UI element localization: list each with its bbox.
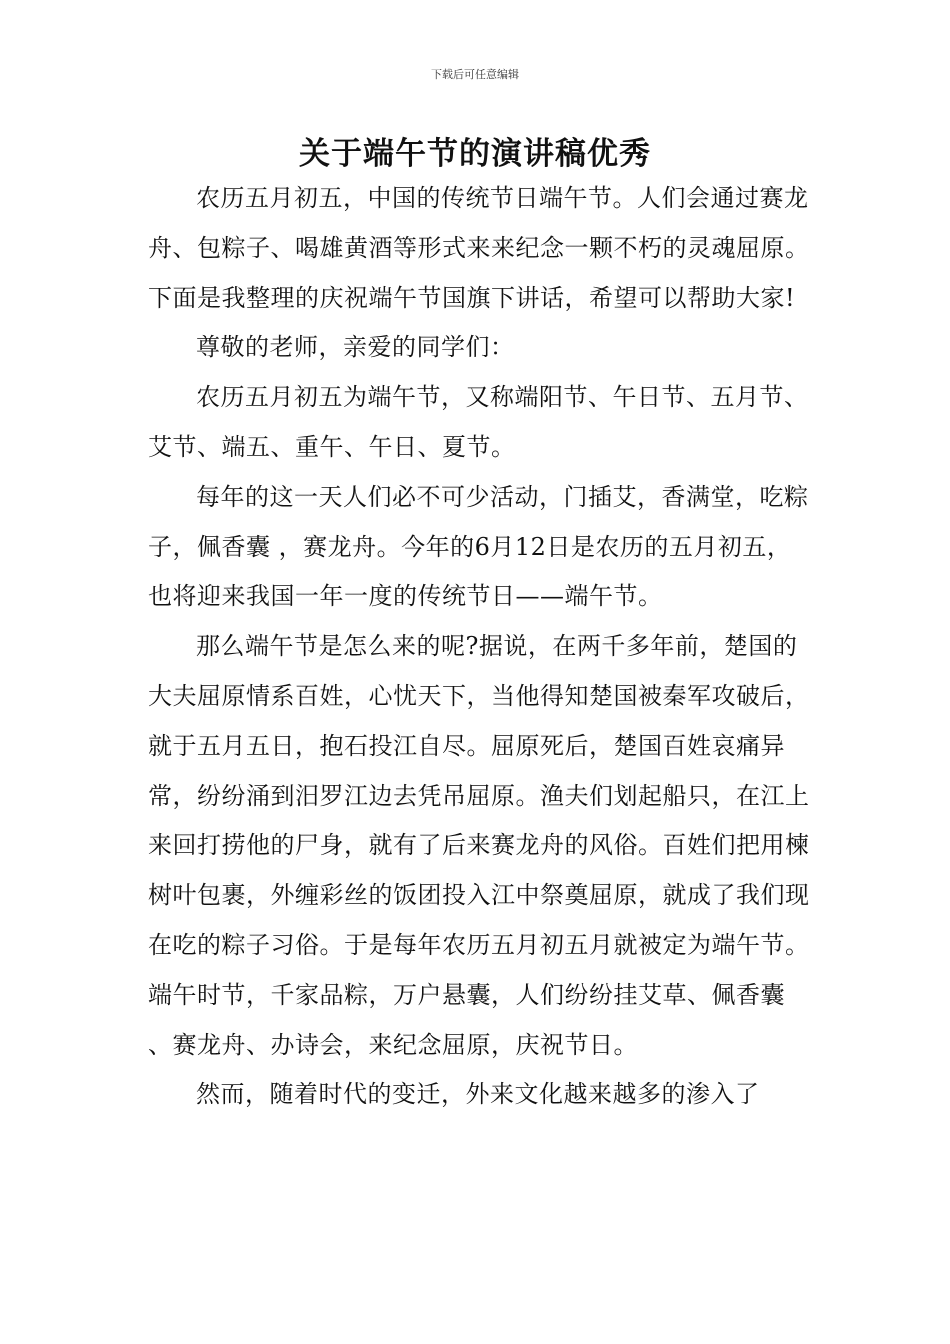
- body-paragraph: 然而，随着时代的变迁，外来文化越来越多的渗入了: [196, 1080, 760, 1109]
- body-paragraph: 农历五月初五，中国的传统节日端午节。人们会通过赛龙舟、包粽子、喝雄黄酒等形式来来纪念一颗不朽的灵魂屈原。下面是我整理的庆祝端午节国旗下讲话，希望可以帮助大家!: [148, 184, 810, 312]
- body-paragraph: 农历五月初五为端午节，又称端阳节、午日节、五月节、艾节、端五、重午、午日、夏节。: [148, 383, 809, 461]
- body-paragraph: 每年的这一天人们必不可少活动，门插艾，香满堂，吃粽子，佩香囊 ，赛龙舟。今年的6月12日是农历的五月初五，也将迎来我国一年一度的传统节日——端午节。: [148, 482, 809, 611]
- document-title: 关于端午节的演讲稿优秀: [299, 136, 651, 172]
- body-paragraph: 那么端午节是怎么来的呢?据说，在两千多年前，楚国的大夫屈原情系百姓，心忧天下，当他得知楚国被秦军攻破后，就于五月五日，抱石投江自尽。屈原死后，楚国百姓哀痛异常，纷纷涌到汨罗江边去凭吊屈原。渔夫们划起船只，在江上来回打捞他的尸身，就有了后来赛龙舟的风俗。百姓们把用楝树叶包裹，外缠彩丝的饭团投入江中祭奠屈原，就成了我们现在吃的粽子习俗。于是每年农历五月初五月就被定为端午节。端午时节，千家品粽，万户悬囊，人们纷纷挂艾草、佩香囊 、赛龙舟、办诗会，来纪念屈原，庆祝节日。: [148, 632, 810, 1059]
- header-note: 下载后可任意编辑: [431, 68, 519, 81]
- body-paragraph: 尊敬的老师，亲爱的同学们：: [196, 333, 515, 362]
- document-body: [148, 174, 810, 1120]
